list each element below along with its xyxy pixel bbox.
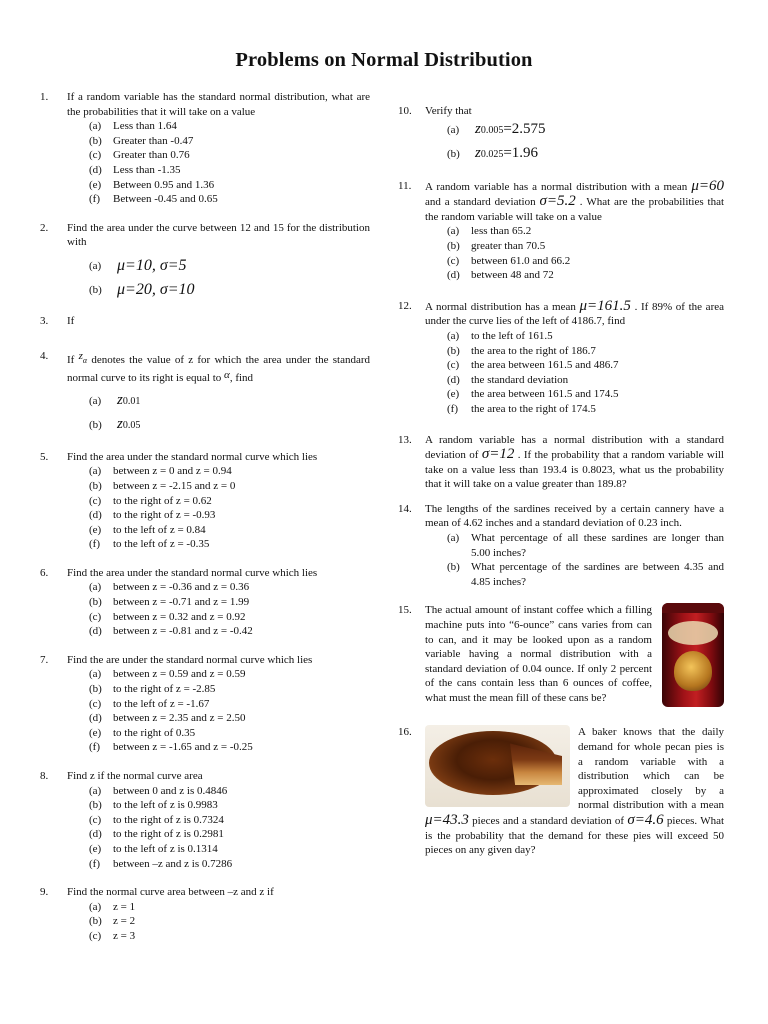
list-item: (e) the area between 161.5 and 174.5: [447, 388, 619, 401]
list-item: (b) the area to the right of 186.7: [447, 344, 596, 357]
list-item: (b) between z = -2.15 and z = 0: [89, 479, 236, 492]
problem-number: 6.: [40, 566, 49, 579]
list-item: (e) Between 0.95 and 1.36: [89, 178, 215, 191]
list-item: (d) between z = -0.81 and z = -0.42: [89, 625, 253, 638]
list-item: (a) to the left of 161.5: [447, 329, 553, 342]
list-item: (f) between –z and z is 0.7286: [89, 857, 233, 870]
problem-13: [398, 433, 724, 492]
list-item: (a) What percentage of all these sardines are longer than 5.00 inches?: [447, 532, 724, 559]
list-item: (b) between z = -0.71 and z = 1.99: [89, 596, 250, 609]
problem-number: 15.: [398, 604, 412, 617]
problem-14: [398, 502, 724, 590]
list-item: (c) z = 3: [89, 929, 136, 942]
list-item: (a) between z = 0.59 and z = 0.59: [89, 668, 246, 681]
list-item: (f) the area to the right of 174.5: [447, 402, 596, 415]
problem-number: 7.: [40, 653, 49, 666]
list-item: (a) z0.01: [89, 392, 141, 409]
problem-text: Find the area under the curve between 12 and 15 for the distribution with: [67, 221, 370, 249]
problem-number: 13.: [398, 433, 412, 446]
list-item: (d) Less than -1.35: [89, 163, 181, 176]
problem-text: If a random variable has the standard normal distribution, what are the probabilities that it will take on a value: [67, 91, 370, 118]
list-item: (c) between z = 0.32 and z = 0.92: [89, 610, 246, 623]
problem-3: [40, 314, 370, 329]
problem-number: 10.: [398, 105, 412, 117]
list-item: (a) z = 1: [89, 900, 136, 913]
problem-text: Find the normal curve area between –z and z if: [67, 886, 274, 899]
list-item: (f) to the left of z = -0.35: [89, 538, 210, 551]
list-item: (b) greater than 70.5: [447, 239, 546, 252]
list-item: (a) z0.005=2.575: [447, 121, 546, 138]
page-title: Problems on Normal Distribution: [235, 49, 533, 71]
problem-text: A random variable has a normal distribution with a standard deviation of σ=12 . If the probability that a random variable will take on a value less than 193.4 is 0.8023, what us the probability that it will take on a value greater than 189.8?: [425, 433, 724, 491]
list-item: (b) What percentage of the sardines are between 4.35 and 4.85 inches?: [447, 561, 724, 588]
list-item: (c) to the right of z is 0.7324: [89, 813, 224, 826]
problem-number: 2.: [40, 221, 49, 234]
list-item: (b) z0.025=1.96: [447, 145, 539, 162]
problem-text: The lengths of the sardines received by a certain cannery have a mean of 4.62 inches and a standard deviation of 0.23 inch.: [425, 502, 724, 530]
list-item: (b) μ=20, σ=10: [89, 280, 195, 298]
problem-number: 4.: [40, 349, 49, 362]
problem-16: [398, 725, 724, 857]
list-item: (b) to the right of z = -2.85: [89, 683, 216, 696]
list-item: (a) between z = 0 and z = 0.94: [89, 465, 232, 478]
formula: μ=20, σ=10: [117, 280, 195, 298]
formula: μ=10, σ=5: [117, 256, 187, 274]
problem-text: A baker knows that the daily demand for whole pecan pies is a random variable with a distribution which can be approximated closely by a normal distribution with a mean μ=43.3 pieces and a standard deviation of σ=4.6 pieces. What is the probability that the demand for these pies will exceed 50 pieces on any given day?: [425, 726, 725, 857]
problem-number: 12.: [398, 299, 412, 312]
problem-4: [40, 349, 370, 438]
problem-number: 11.: [398, 179, 412, 192]
problem-text: Verify that: [425, 105, 472, 117]
list-item: (d) between 48 and 72: [447, 269, 554, 282]
problem-5: [40, 450, 370, 552]
problem-text: Find the area under the standard normal curve which lies: [67, 450, 318, 463]
problem-number: 16.: [398, 726, 412, 739]
problem-12: [398, 299, 724, 417]
problem-text: Find z if the normal curve area: [67, 770, 203, 782]
coffee-jar-icon: [662, 603, 724, 707]
list-item: (a) μ=10, σ=5: [89, 256, 187, 274]
problem-15: [398, 603, 724, 711]
list-item: (d) the standard deviation: [447, 373, 569, 386]
problem-number: 3.: [40, 314, 49, 327]
problem-text: The actual amount of instant coffee which a filling machine puts into “6-ounce” cans varies from can to can, and it may be looked upon as a random variable having a normal distribution with a standard deviation of 0.04 ounce. If only 2 percent of the cans contain less than 6 ounces of coffee, what must the mean fill of these cans be?: [425, 604, 652, 704]
list-item: (a) between 0 and z is 0.4846: [89, 784, 228, 797]
list-item: (b) z = 2: [89, 915, 136, 928]
list-item: (d) to the right of z = -0.93: [89, 509, 216, 522]
problem-text: A random variable has a normal distribution with a mean μ=60 and a standard deviation σ=5.2 . What are the probabilities that the random variable will take on a value: [425, 177, 725, 223]
list-item: (c) to the right of z = 0.62: [89, 494, 212, 507]
pecan-pie-icon: [425, 725, 570, 807]
list-item: (f) Between -0.45 and 0.65: [89, 193, 218, 206]
list-item: (c) to the left of z = -1.67: [89, 697, 210, 710]
problem-number: 1.: [40, 91, 49, 103]
problem-10: [398, 104, 724, 167]
list-item: (b) to the left of z is 0.9983: [89, 799, 218, 812]
problem-number: 8.: [40, 770, 49, 782]
problem-7: [40, 653, 370, 755]
list-item: (a) Less than 1.64: [89, 120, 177, 133]
problem-text: If zα denotes the value of z for which the area under the standard normal curve to its right is equal to α, find: [67, 349, 371, 385]
problem-text: A normal distribution has a mean μ=161.5 . If 89% of the area under the curve lies of the left of 4186.7, find: [425, 297, 724, 328]
problem-number: 9.: [40, 886, 49, 899]
right-column: [398, 104, 724, 872]
list-item: (c) between 61.0 and 66.2: [447, 254, 571, 267]
left-column: [40, 90, 370, 958]
problem-text: If: [67, 314, 75, 327]
list-item: (b) Greater than -0.47: [89, 134, 194, 147]
problem-6: [40, 566, 370, 639]
problem-number: 14.: [398, 502, 412, 515]
problem-11: [398, 179, 724, 283]
problem-8: [40, 769, 370, 871]
list-item: (a) between z = -0.36 and z = 0.36: [89, 581, 250, 594]
problem-number: 5.: [40, 450, 49, 463]
list-item: (f) between z = -1.65 and z = -0.25: [89, 741, 253, 754]
list-item: (b) z0.05: [89, 416, 141, 433]
list-item: (e) to the right of 0.35: [89, 726, 196, 739]
list-item: (a) less than 65.2: [447, 225, 532, 238]
problem-2: [40, 221, 370, 302]
problem-1: [40, 90, 370, 207]
list-item: (e) to the left of z = 0.84: [89, 523, 206, 536]
problem-text: Find the are under the standard normal curve which lies: [67, 653, 313, 666]
list-item: (d) between z = 2.35 and z = 2.50: [89, 712, 246, 725]
problem-9: [40, 885, 370, 943]
list-item: (e) to the left of z is 0.1314: [89, 842, 218, 855]
list-item: (c) Greater than 0.76: [89, 149, 190, 162]
problem-text: Find the area under the standard normal curve which lies: [67, 566, 318, 579]
list-item: (c) the area between 161.5 and 486.7: [447, 359, 619, 372]
list-item: (d) to the right of z is 0.2981: [89, 828, 224, 841]
